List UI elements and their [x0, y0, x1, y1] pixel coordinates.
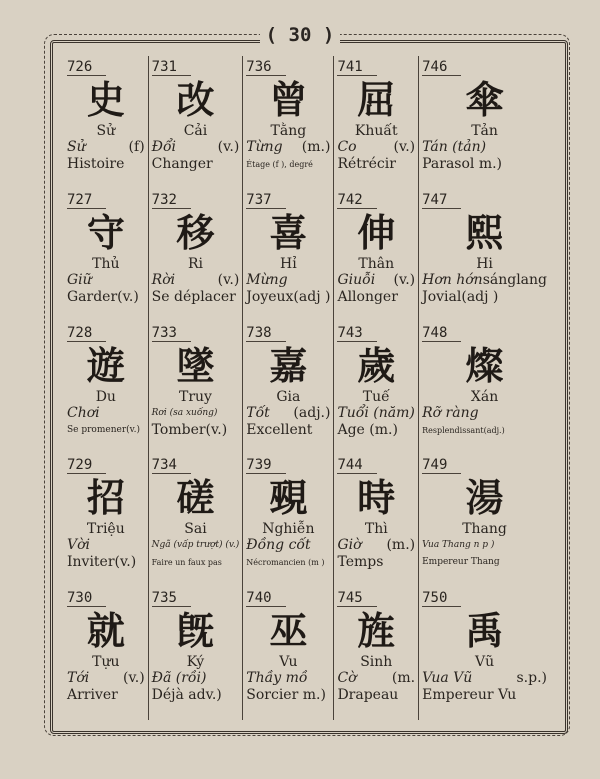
- vietnamese-word: Vời: [67, 537, 91, 554]
- chinese-character: 歲: [357, 342, 396, 388]
- chinese-character: 屈: [357, 77, 396, 122]
- chinese-character: 守: [86, 209, 125, 255]
- sino-vietnamese-reading: Gia: [276, 388, 301, 405]
- entry-number: 729: [67, 457, 106, 474]
- entry-number: 749: [422, 457, 461, 474]
- sino-vietnamese-reading: Tuế: [362, 388, 390, 405]
- vietnamese-word: Thầy mồ: [246, 670, 308, 687]
- french-meaning: Déjà adv.): [151, 687, 222, 704]
- chinese-character: 巫: [269, 608, 308, 654]
- sino-vietnamese-reading: Hi: [476, 255, 493, 272]
- entry-number: 736: [246, 59, 285, 76]
- entry-number: 737: [246, 192, 285, 209]
- sino-vietnamese-reading: Tản: [471, 123, 498, 139]
- part-of-speech: (v.): [393, 139, 416, 155]
- vietnamese-meaning: [422, 670, 547, 687]
- vietnamese-meaning: [152, 670, 240, 687]
- sino-vietnamese-reading: Xán: [470, 388, 499, 405]
- entry-cell: [243, 189, 334, 322]
- chinese-character: 湯: [465, 475, 504, 521]
- sino-vietnamese-reading: Ri: [187, 255, 203, 272]
- entry-grid: [64, 56, 550, 720]
- vietnamese-word: Sử: [67, 139, 86, 155]
- french-meaning: Empereur Vu: [422, 687, 517, 704]
- vietnamese-meaning: [337, 139, 415, 156]
- french-meaning: Joyeux(adj ): [246, 288, 331, 305]
- chinese-character: 改: [176, 77, 215, 122]
- vietnamese-word: Vua Vũ: [422, 670, 473, 687]
- entry-cell: [419, 56, 550, 189]
- part-of-speech: (m.): [301, 139, 331, 155]
- french-meaning: Allonger: [337, 288, 398, 305]
- entry-number: 747: [422, 192, 461, 209]
- entry-number: 745: [337, 590, 376, 607]
- entry-number: 740: [246, 590, 285, 607]
- vietnamese-word: Cờ: [337, 670, 357, 687]
- sino-vietnamese-reading: Truy: [178, 388, 212, 405]
- vietnamese-word: Rỡ ràng: [422, 404, 479, 421]
- french-meaning: Age (m.): [337, 421, 398, 438]
- vietnamese-word: Đồng cốt: [246, 537, 311, 554]
- entry-cell: [334, 454, 419, 587]
- french-meaning: Rétrécir: [337, 156, 396, 172]
- sino-vietnamese-reading: Tựu: [92, 654, 120, 671]
- chinese-character: 嘉: [269, 342, 308, 388]
- part-of-speech: s.p.): [516, 670, 547, 687]
- french-meaning: Se déplacer: [151, 288, 236, 305]
- vietnamese-word: Mừng: [246, 271, 288, 288]
- entry-cell: [419, 189, 550, 322]
- chinese-character: 喜: [269, 209, 308, 255]
- entry-cell: [419, 322, 550, 455]
- entry-cell: [149, 56, 244, 189]
- vietnamese-word: Rời: [151, 271, 176, 288]
- french-meaning: Resplendissant(adj.): [422, 425, 505, 435]
- vietnamese-meaning: [422, 272, 547, 289]
- vietnamese-word: Từng: [246, 139, 283, 155]
- chinese-character: 傘: [465, 77, 504, 122]
- sino-vietnamese-reading: Hỉ: [280, 255, 297, 272]
- entry-number: 746: [422, 59, 461, 76]
- part-of-speech: (v.): [393, 271, 416, 288]
- chinese-character: 招: [86, 475, 125, 521]
- sino-vietnamese-reading: Vũ: [474, 654, 495, 671]
- entry-number: 734: [152, 457, 191, 474]
- chinese-character: 遊: [86, 342, 125, 388]
- french-meaning: Tomber(v.): [151, 421, 228, 438]
- sino-vietnamese-reading: Sử: [96, 123, 116, 139]
- entry-cell: [334, 56, 419, 189]
- part-of-speech: (v.): [217, 271, 240, 288]
- sino-vietnamese-reading: Cải: [183, 123, 208, 139]
- french-meaning: Temps: [337, 554, 384, 571]
- entry-cell: [64, 56, 149, 189]
- chinese-character: 旣: [176, 608, 215, 654]
- entry-cell: [334, 189, 419, 322]
- vietnamese-meaning: [246, 537, 330, 554]
- chinese-character: 曾: [269, 77, 308, 122]
- vietnamese-meaning: [422, 405, 547, 422]
- entry-cell: [64, 322, 149, 455]
- vietnamese-meaning: [152, 405, 240, 422]
- entry-number: 738: [246, 325, 285, 342]
- vietnamese-meaning: [67, 670, 145, 687]
- french-meaning: Excellent: [246, 421, 313, 438]
- part-of-speech: sánglang: [482, 271, 547, 288]
- vietnamese-word: Vua Thang n p ): [422, 540, 495, 551]
- sino-vietnamese-reading: Thì: [364, 521, 388, 538]
- entry-number: 727: [67, 192, 106, 209]
- vietnamese-meaning: [152, 272, 240, 289]
- vietnamese-meaning: [67, 139, 145, 156]
- sino-vietnamese-reading: Khuất: [354, 123, 398, 139]
- vietnamese-word: Tán (tản): [422, 139, 487, 155]
- vietnamese-meaning: [246, 139, 330, 156]
- chinese-character: 移: [176, 209, 215, 255]
- vietnamese-word: Tuổi (năm): [337, 404, 415, 421]
- vietnamese-word: Co: [337, 139, 357, 155]
- sino-vietnamese-reading: Du: [95, 388, 116, 405]
- entry-cell: [243, 322, 334, 455]
- french-meaning: Jovial(adj ): [422, 288, 499, 305]
- vietnamese-meaning: [422, 537, 547, 554]
- sino-vietnamese-reading: Ký: [186, 654, 205, 671]
- entry-number: 750: [422, 590, 461, 607]
- chinese-character: 磋: [176, 475, 215, 521]
- entry-cell: [64, 189, 149, 322]
- sino-vietnamese-reading: Nghiễn: [262, 521, 315, 538]
- chinese-character: 覡: [269, 475, 308, 521]
- entry-cell: [243, 56, 334, 189]
- entry-cell: [243, 587, 334, 720]
- french-meaning: Arriver: [67, 687, 118, 704]
- part-of-speech: (v.): [123, 670, 145, 687]
- chinese-character: 伸: [357, 209, 396, 255]
- entry-number: 743: [337, 325, 376, 342]
- entry-cell: [419, 587, 550, 720]
- page-number: ( 30 ): [0, 24, 600, 46]
- french-meaning: Étage (f ), degré: [246, 160, 313, 169]
- vietnamese-word: Ngã (vấp trượt) (v.): [151, 540, 240, 551]
- entry-number: 748: [422, 325, 461, 342]
- french-meaning: Garder(v.): [67, 288, 139, 305]
- entry-cell: [149, 454, 244, 587]
- vietnamese-meaning: [246, 272, 330, 289]
- sino-vietnamese-reading: Vu: [279, 654, 298, 671]
- french-meaning: Parasol m.): [422, 156, 503, 172]
- entry-cell: [334, 587, 419, 720]
- french-meaning: Faire un faux pas: [151, 558, 222, 568]
- entry-number: 741: [337, 59, 376, 76]
- vietnamese-meaning: [422, 139, 547, 156]
- chinese-character: 燦: [465, 342, 504, 388]
- part-of-speech: (f): [128, 139, 145, 155]
- vietnamese-word: Đổi: [151, 139, 176, 155]
- part-of-speech: (m.: [391, 670, 416, 687]
- vietnamese-word: Đã (rồi): [151, 670, 207, 687]
- entry-number: 739: [246, 457, 285, 474]
- french-meaning: Nécromancien (m ): [246, 558, 325, 568]
- vietnamese-word: Giữ: [67, 271, 92, 288]
- french-meaning: Histoire: [67, 156, 125, 172]
- chinese-character: 禹: [465, 608, 504, 654]
- sino-vietnamese-reading: Tằng: [270, 123, 307, 139]
- vietnamese-meaning: [337, 670, 415, 687]
- vietnamese-meaning: [246, 405, 330, 422]
- french-meaning: Changer: [151, 156, 213, 172]
- vietnamese-meaning: [152, 139, 240, 156]
- chinese-character: 墜: [176, 342, 215, 388]
- vietnamese-word: Hơn hớn: [422, 271, 483, 288]
- entry-number: 732: [152, 192, 191, 209]
- french-meaning: Drapeau: [337, 687, 399, 704]
- sino-vietnamese-reading: Sai: [184, 521, 207, 538]
- entry-number: 730: [67, 590, 106, 607]
- french-meaning: Inviter(v.): [67, 554, 137, 571]
- entry-number: 731: [152, 59, 191, 76]
- entry-number: 735: [152, 590, 191, 607]
- entry-number: 744: [337, 457, 376, 474]
- entry-number: 742: [337, 192, 376, 209]
- vietnamese-meaning: [67, 272, 145, 289]
- vietnamese-word: Giuỗi: [337, 271, 376, 288]
- vietnamese-meaning: [337, 405, 415, 422]
- vietnamese-word: Rơi (sa xuống): [151, 407, 218, 418]
- part-of-speech: (adj.): [293, 404, 331, 421]
- french-meaning: Se promener(v.): [67, 424, 141, 435]
- chinese-character: 熙: [465, 209, 504, 255]
- vietnamese-meaning: [67, 405, 145, 422]
- chinese-character: 史: [86, 77, 125, 122]
- chinese-character: 就: [86, 608, 125, 654]
- chinese-character: 旌: [357, 608, 396, 654]
- part-of-speech: (v.): [217, 139, 240, 155]
- entry-cell: [149, 189, 244, 322]
- vietnamese-word: Giờ: [337, 537, 362, 554]
- entry-cell: [64, 587, 149, 720]
- vietnamese-meaning: [67, 537, 145, 554]
- vietnamese-word: Chơi: [67, 404, 100, 421]
- vietnamese-meaning: [337, 272, 415, 289]
- entry-cell: [149, 587, 244, 720]
- entry-cell: [149, 322, 244, 455]
- french-meaning: Empereur Thang: [422, 557, 500, 568]
- entry-cell: [64, 454, 149, 587]
- vietnamese-word: Tốt: [246, 404, 270, 421]
- entry-number: 728: [67, 325, 106, 342]
- sino-vietnamese-reading: Thang: [462, 521, 507, 538]
- entry-number: 726: [67, 59, 106, 76]
- vietnamese-meaning: [152, 537, 240, 554]
- french-meaning: Sorcier m.): [246, 687, 326, 704]
- entry-cell: [243, 454, 334, 587]
- entry-cell: [334, 322, 419, 455]
- vietnamese-word: Tới: [67, 670, 90, 687]
- sino-vietnamese-reading: Sinh: [360, 654, 393, 671]
- chinese-character: 時: [357, 475, 396, 521]
- entry-cell: [419, 454, 550, 587]
- vietnamese-meaning: [337, 537, 415, 554]
- vietnamese-meaning: [246, 670, 330, 687]
- sino-vietnamese-reading: Thân: [358, 255, 395, 272]
- sino-vietnamese-reading: Triệu: [86, 521, 125, 538]
- part-of-speech: (m.): [386, 537, 416, 554]
- sino-vietnamese-reading: Thủ: [92, 255, 120, 272]
- entry-number: 733: [152, 325, 191, 342]
